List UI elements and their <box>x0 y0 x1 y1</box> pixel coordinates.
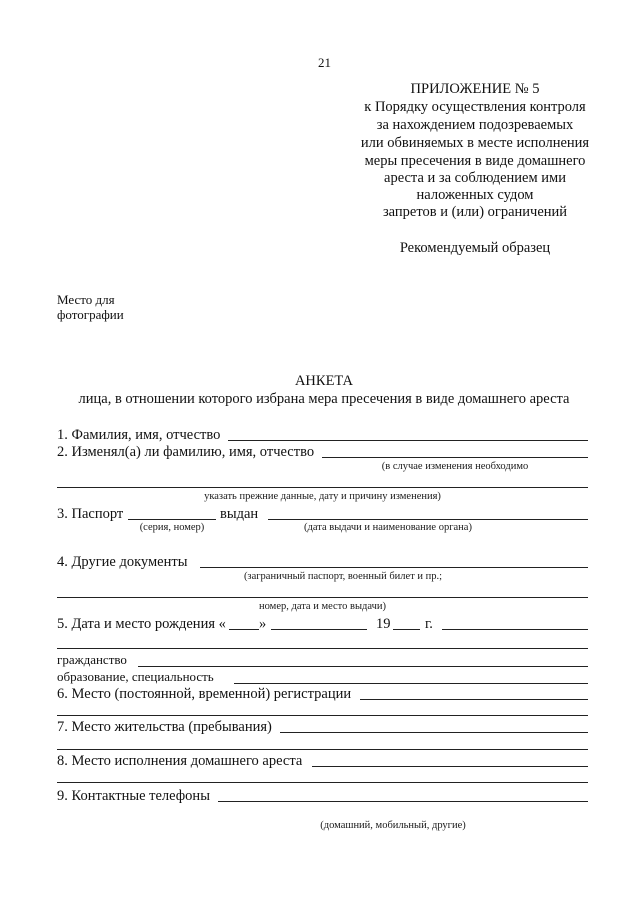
field-passport-issuer-hint: (дата выдачи и наименование органа) <box>304 522 472 533</box>
field-passport-series-input[interactable] <box>128 519 216 520</box>
field-other-docs-hint: (заграничный паспорт, военный билет и пр.; <box>243 571 443 582</box>
field-passport-series-hint: (серия, номер) <box>139 522 205 533</box>
appendix-title: ПРИЛОЖЕНИЕ № 5 <box>410 81 540 97</box>
field-education-input[interactable] <box>234 683 588 684</box>
field-birth-year-suffix: г. <box>425 616 433 632</box>
form-subtitle: лица, в отношении которого избрана мера пресечения в виде домашнего ареста <box>78 391 570 407</box>
recommended-sample-label: Рекомендуемый образец <box>399 240 551 256</box>
field-name-changed-input[interactable] <box>322 457 588 458</box>
field-arrest-place-input[interactable] <box>312 766 588 767</box>
appendix-line: за нахождением подозреваемых <box>376 117 574 133</box>
page-number: 21 <box>318 55 331 70</box>
field-arrest-place-continued-input[interactable] <box>57 782 588 783</box>
field-birth-quote-close: » <box>259 616 267 632</box>
photo-placeholder-line2: фотографии <box>57 307 124 322</box>
field-passport-issued-label: выдан <box>220 506 259 522</box>
field-birth-label: 5. Дата и место рождения « <box>57 616 226 632</box>
field-residence-continued-input[interactable] <box>57 749 588 750</box>
field-birth-place-continued-input[interactable] <box>57 648 588 649</box>
form-title: АНКЕТА <box>294 373 354 389</box>
appendix-line: меры пресечения в виде домашнего <box>364 153 586 169</box>
field-phones-hint: (домашний, мобильный, другие) <box>320 820 466 831</box>
field-arrest-place-label: 8. Место исполнения домашнего ареста <box>57 753 303 769</box>
field-name-changed-details-hint: указать прежние данные, дату и причину изменения) <box>204 491 441 502</box>
field-other-docs-input[interactable] <box>200 567 588 568</box>
field-phones-label: 9. Контактные телефоны <box>57 788 210 804</box>
field-passport-label: 3. Паспорт <box>57 506 124 522</box>
field-birth-day-input[interactable] <box>229 629 259 630</box>
field-registration-label: 6. Место (постоянной, временной) регистрации <box>57 686 352 702</box>
field-other-docs-details-hint: номер, дата и место выдачи) <box>259 601 386 612</box>
field-full-name-input[interactable] <box>228 440 588 441</box>
appendix-line: к Порядку осуществления контроля <box>364 99 586 115</box>
field-birth-place-input[interactable] <box>442 629 588 630</box>
field-birth-year-prefix: 19 <box>376 616 391 632</box>
field-citizenship-label: гражданство <box>57 652 127 667</box>
field-citizenship-input[interactable] <box>138 666 588 667</box>
field-phones-input[interactable] <box>218 801 588 802</box>
field-birth-year-input[interactable] <box>393 629 420 630</box>
field-residence-label: 7. Место жительства (пребывания) <box>57 719 272 735</box>
field-other-docs-label: 4. Другие документы <box>57 554 188 570</box>
appendix-line: запретов и (или) ограничений <box>382 204 568 220</box>
field-passport-issuer-input[interactable] <box>268 519 588 520</box>
appendix-line: ареста и за соблюдением ими <box>384 170 566 186</box>
field-education-label: образование, специальность <box>57 669 214 684</box>
field-birth-month-input[interactable] <box>271 629 367 630</box>
field-name-changed-label: 2. Изменял(а) ли фамилию, имя, отчество <box>57 444 315 460</box>
field-registration-input[interactable] <box>360 699 588 700</box>
appendix-line: или обвиняемых в месте исполнения <box>360 135 590 151</box>
field-residence-input[interactable] <box>280 732 588 733</box>
field-name-changed-hint: (в случае изменения необходимо <box>381 461 529 472</box>
field-name-changed-details-input[interactable] <box>57 487 588 488</box>
field-registration-continued-input[interactable] <box>57 715 588 716</box>
photo-placeholder-line1: Место для <box>57 292 115 307</box>
appendix-line: наложенных судом <box>416 187 534 203</box>
field-full-name-label: 1. Фамилия, имя, отчество <box>57 427 221 443</box>
field-other-docs-details-input[interactable] <box>57 597 588 598</box>
